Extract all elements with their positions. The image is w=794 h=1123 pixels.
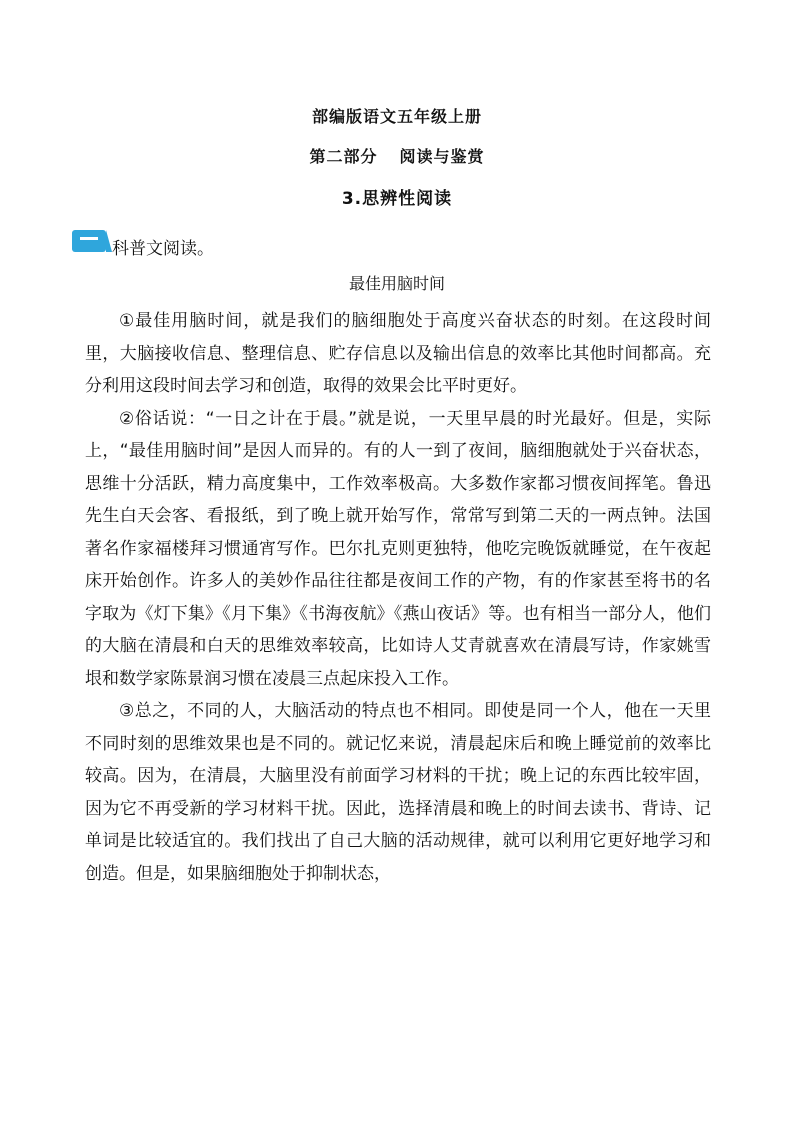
article-body — [85, 305, 711, 890]
section-label: 科普文阅读。 — [112, 239, 214, 259]
part-number: 第二部分 — [309, 147, 378, 166]
part-heading — [0, 144, 794, 167]
unit-heading: 3.思辨性阅读 — [341, 189, 453, 209]
book-title: 部编版语文五年级上册 — [311, 107, 482, 126]
paragraph-3: ③总之，不同的人，大脑活动的特点也不相同。即使是同一个人，他在一天里不同时刻的思维效果也是不同的。就记忆来说，清晨起床后和晚上睡觉前的效率比较高。因为，在清晨，大脑里没有前面学习材料的干扰；晚上记的东西比较牢固，因为它不再受新的学习材料干扰。因此，选择清晨和晚上的时间去读书、背诗、记单词是比较适宜的。我们找出了自己大脑的活动规律，就可以利用它更好地学习和创造。但是，如果脑细胞处于抑制状态， — [85, 701, 711, 884]
section-number-badge-icon — [72, 230, 106, 252]
paragraph-2: ②俗话说：“一日之计在于晨。”就是说，一天里早晨的时光最好。但是，实际上，“最佳用脑时间”是因人而异的。有的人一到了夜间，脑细胞就处于兴奋状态，思维十分活跃，精力高度集中，工作效率极高。大多数作家都习惯夜间挥笔。鲁迅先生白天会客、看报纸，到了晚上就开始写作，常常写到第二天的一两点钟。法国著名作家福楼拜习惯通宵写作。巴尔扎克则更独特，他吃完晚饭就睡觉，在午夜起床开始创作。许多人的美妙作品往往都是夜间工作的产物，有的作家甚至将书的名字取为《灯下集》《月下集》《书海夜航》《燕山夜话》等。也有相当一部分人，他们的大脑在清晨和白天的思维效率较高，比如诗人艾青就喜欢在清晨写诗，作家姚雪垠和数学家陈景润习惯在凌晨三点起床投入工作。 — [85, 408, 711, 689]
paragraph-1: ①最佳用脑时间，就是我们的脑细胞处于高度兴奋状态的时刻。在这段时间里，大脑接收信息、整理信息、贮存信息以及输出信息的效率比其他时间都高。充分利用这段时间去学习和创造，取得的效果会比平时更好。 — [85, 311, 711, 396]
part-name: 阅读与鉴赏 — [399, 147, 485, 166]
article-title: 最佳用脑时间 — [348, 274, 445, 293]
